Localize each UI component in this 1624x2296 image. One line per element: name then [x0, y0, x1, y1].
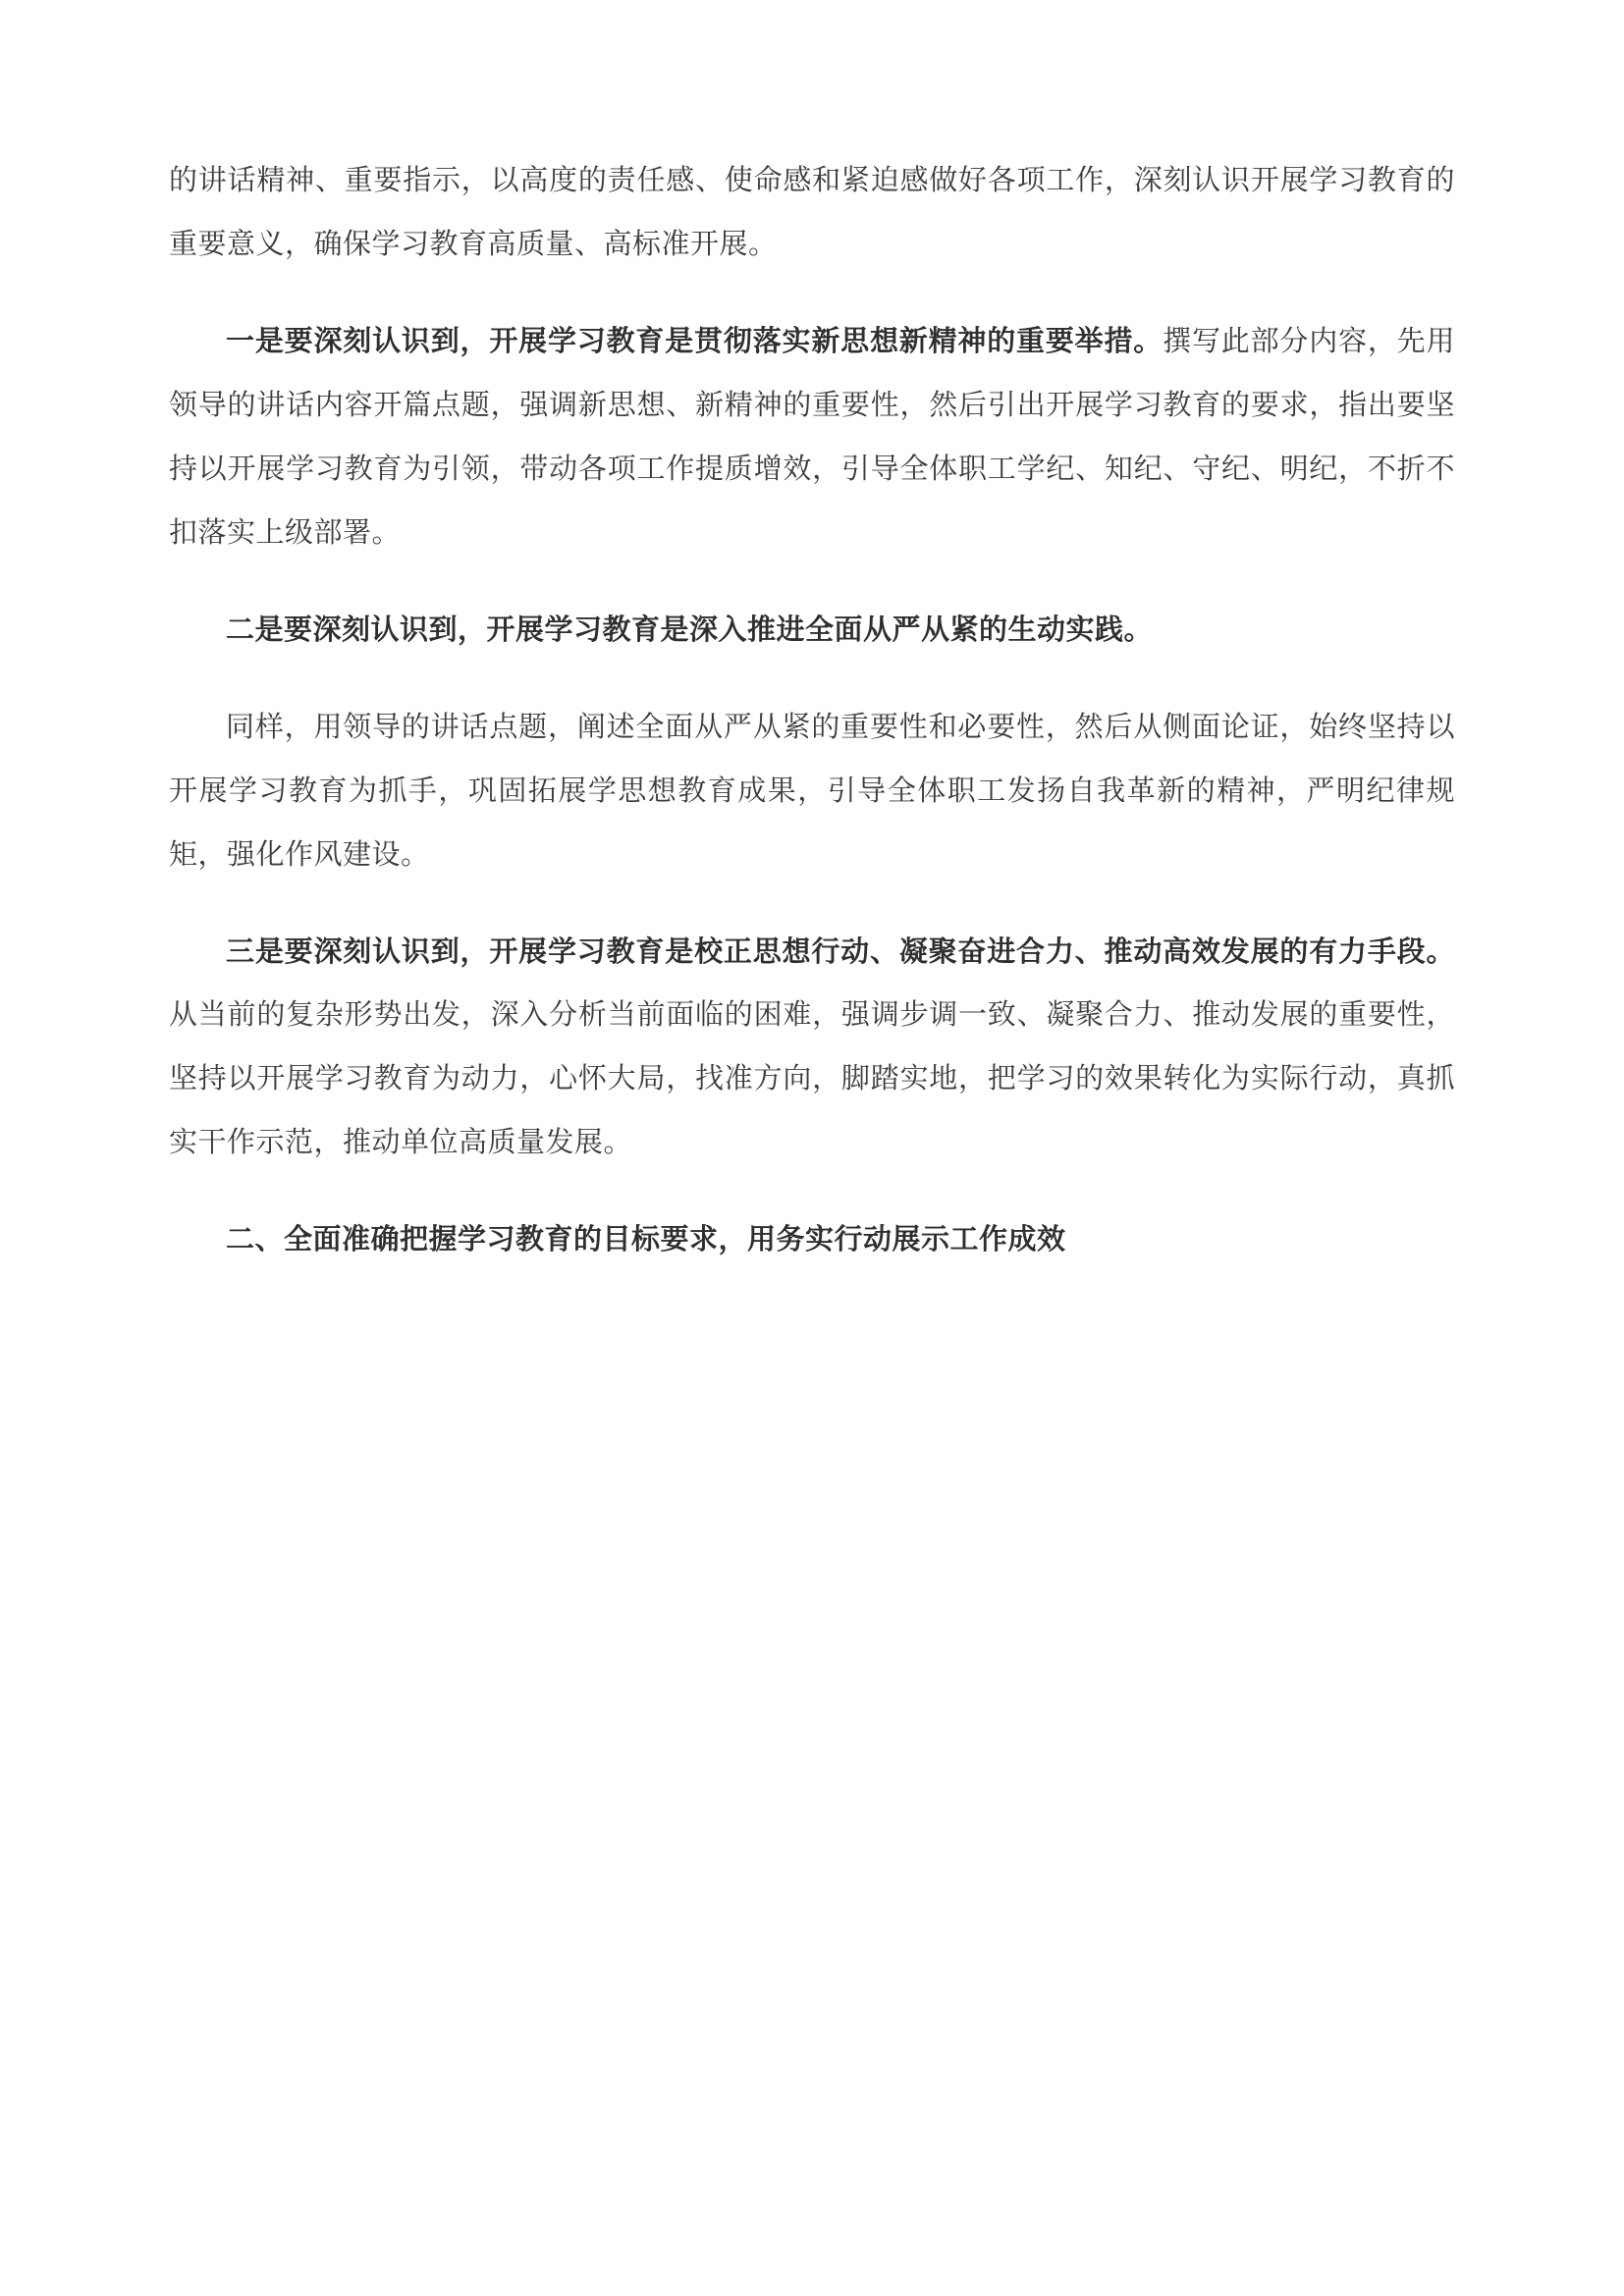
text-run: 撰写此部分内容，先用领导的讲话内容开篇点题，强调新思想、新精神的重要性，然后引出开展学习教育的要求，指出要坚持以开展学习教育为引领，带动各项工作提质增效，引导全体职工学纪、知纪、守纪、明纪，不折不扣落实上级部署。: [169, 325, 1455, 549]
text-run: 同样，用领导的讲话点题，阐述全面从严从紧的重要性和必要性，然后从侧面论证，始终坚持以开展学习教育为抓手，巩固拓展学思想教育成果，引导全体职工发扬自我革新的精神，严明纪律规矩，强化作风建设。: [169, 711, 1455, 871]
bold-text-run: 二是要深刻认识到，开展学习教育是深入推进全面从严从紧的生动实践。: [226, 614, 1154, 646]
text-run: 的讲话精神、重要指示，以高度的责任感、使命感和紧迫感做好各项工作，深刻认识开展学习教育的重要意义，确保学习教育高质量、高标准开展。: [169, 165, 1455, 260]
paragraph: [169, 599, 1455, 663]
paragraph: [169, 1208, 1455, 1272]
paragraph: [169, 696, 1455, 887]
text-run: 从当前的复杂形势出发，深入分析当前面临的困难，强调步调一致、凝聚合力、推动发展的重要性，坚持以开展学习教育为动力，心怀大局，找准方向，脚踏实地，把学习的效果转化为实际行动，真抓实干作示范，推动单位高质量发展。: [169, 999, 1455, 1159]
bold-text-run: 二、全面准确把握学习教育的目标要求，用务实行动展示工作成效: [226, 1224, 1066, 1256]
paragraph: [169, 149, 1455, 277]
bold-text-run: 三是要深刻认识到，开展学习教育是校正思想行动、凝聚奋进合力、推动高效发展的有力手段。: [226, 935, 1455, 968]
bold-text-run: 一是要深刻认识到，开展学习教育是贯彻落实新思想新精神的重要举措。: [226, 325, 1164, 357]
paragraph: [169, 921, 1455, 1176]
document-body: [169, 149, 1455, 1272]
paragraph: [169, 310, 1455, 565]
